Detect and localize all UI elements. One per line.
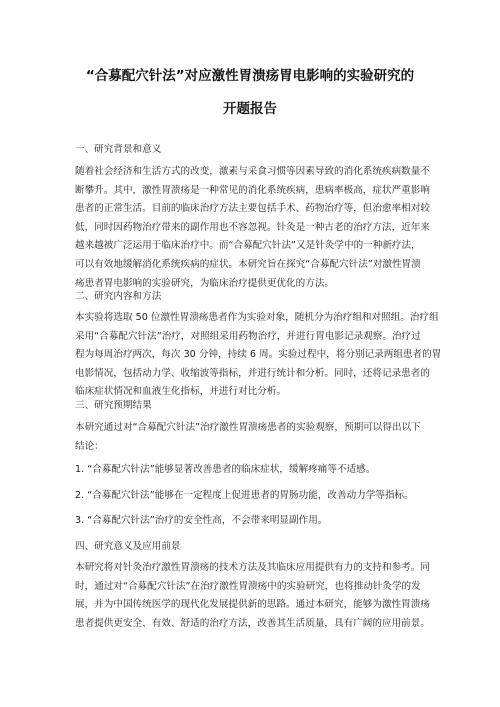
paragraph-line: 低，同时因药物治疗带来的副作用也不容忽视。针灸是一种古老的治疗方法，近年来	[75, 221, 430, 233]
paragraph-line: 疡患者胃电影响的实验研究，为临床治疗提供更优化的方法。	[75, 277, 335, 289]
result-list-item: 2. “合募配穴针法”能够在一定程度上促进患者的胃肠功能，改善动力学等指标。	[75, 490, 414, 501]
section-paragraph-background	[75, 163, 435, 293]
paragraph-line: 程为每周治疗两次，每次 30 分钟，持续 6 周。实验过程中，将分别记录两组患者的胃	[75, 349, 442, 361]
paragraph-line: 展，并为中国传统医学的现代化发展提供新的思路。通过本研究，能够为激性胃溃疡	[75, 599, 430, 611]
section-paragraph-significance	[75, 559, 435, 633]
paragraph-line: 本研究通过对“合募配穴针法”治疗激性胃溃疡患者的实验观察，预期可以得出以下	[75, 422, 421, 433]
paragraph-line: 时，通过对“合募配穴针法”在治疗激性胃溃疡中的实验研究，也将推动针灸学的发	[75, 580, 421, 592]
paragraph-line: 电影情况，包括动力学、收缩波等指标，并进行统计和分析。同时，还将记录患者的	[75, 367, 430, 379]
paragraph-line: 结论：	[75, 440, 104, 452]
paragraph-line: 可以有效地缓解消化系统疾病的症状。本研究旨在探究“合募配穴针法”对激性胃溃	[75, 258, 421, 270]
paragraph-line: 随着社会经济和生活方式的改变，激素与采食习惯等因素导致的消化系统疾病数量不	[75, 166, 430, 177]
paragraph-line: 本实验将选取 50 位激性胃溃疡患者作为实验对象，随机分为治疗组和对照组。治疗组	[75, 312, 439, 323]
section-heading-background: 一、研究背景和意义	[75, 144, 162, 155]
paragraph-line: 患者的正常生活。目前的临床治疗方法主要包括手术、药物治疗等，但治愈率相对较	[75, 203, 430, 215]
paragraph-line: 断攀升。其中，激性胃溃疡是一种常见的消化系统疾病，患病率极高，症状严重影响	[75, 184, 430, 196]
section-heading-content-method: 二、研究内容和方法	[75, 291, 162, 302]
section-heading-expected-results: 三、研究预期结果	[75, 400, 152, 411]
section-heading-significance: 四、研究意义及应用前景	[75, 541, 181, 552]
section-paragraph-expected-results	[75, 419, 435, 456]
section-paragraph-content-method	[75, 309, 442, 402]
paragraph-line: 临床症状情况和血液生化指标，并进行对比分析。	[75, 386, 287, 398]
result-list-item: 1. “合募配穴针法”能够显著改善患者的临床症状，缓解疼痛等不适感。	[75, 464, 376, 475]
paragraph-line: 患者提供更安全、有效、舒适的治疗方法，改善其生活质量，具有广阔的应用前景。	[75, 617, 430, 629]
paragraph-line: 越来越被广泛运用于临床治疗中。而“合募配穴针法”又是针灸学中的一种新疗法，	[75, 240, 421, 252]
document-title-line-2: 开题报告	[223, 101, 277, 117]
result-list-item: 3. “合募配穴针法”治疗的安全性高，不会带来明显副作用。	[75, 515, 328, 526]
paragraph-line: 采用“合募配穴针法”治疗，对照组采用药物治疗，并进行胃电影记录观察。治疗过	[75, 330, 421, 342]
document-title-line-1: “合募配穴针法”对应激性胃溃疡胃电影响的实验研究的	[85, 68, 415, 84]
paragraph-line: 本研究将对针灸治疗激性胃溃疡的技术方法及其临床应用提供有力的支持和参考。同	[75, 562, 430, 573]
